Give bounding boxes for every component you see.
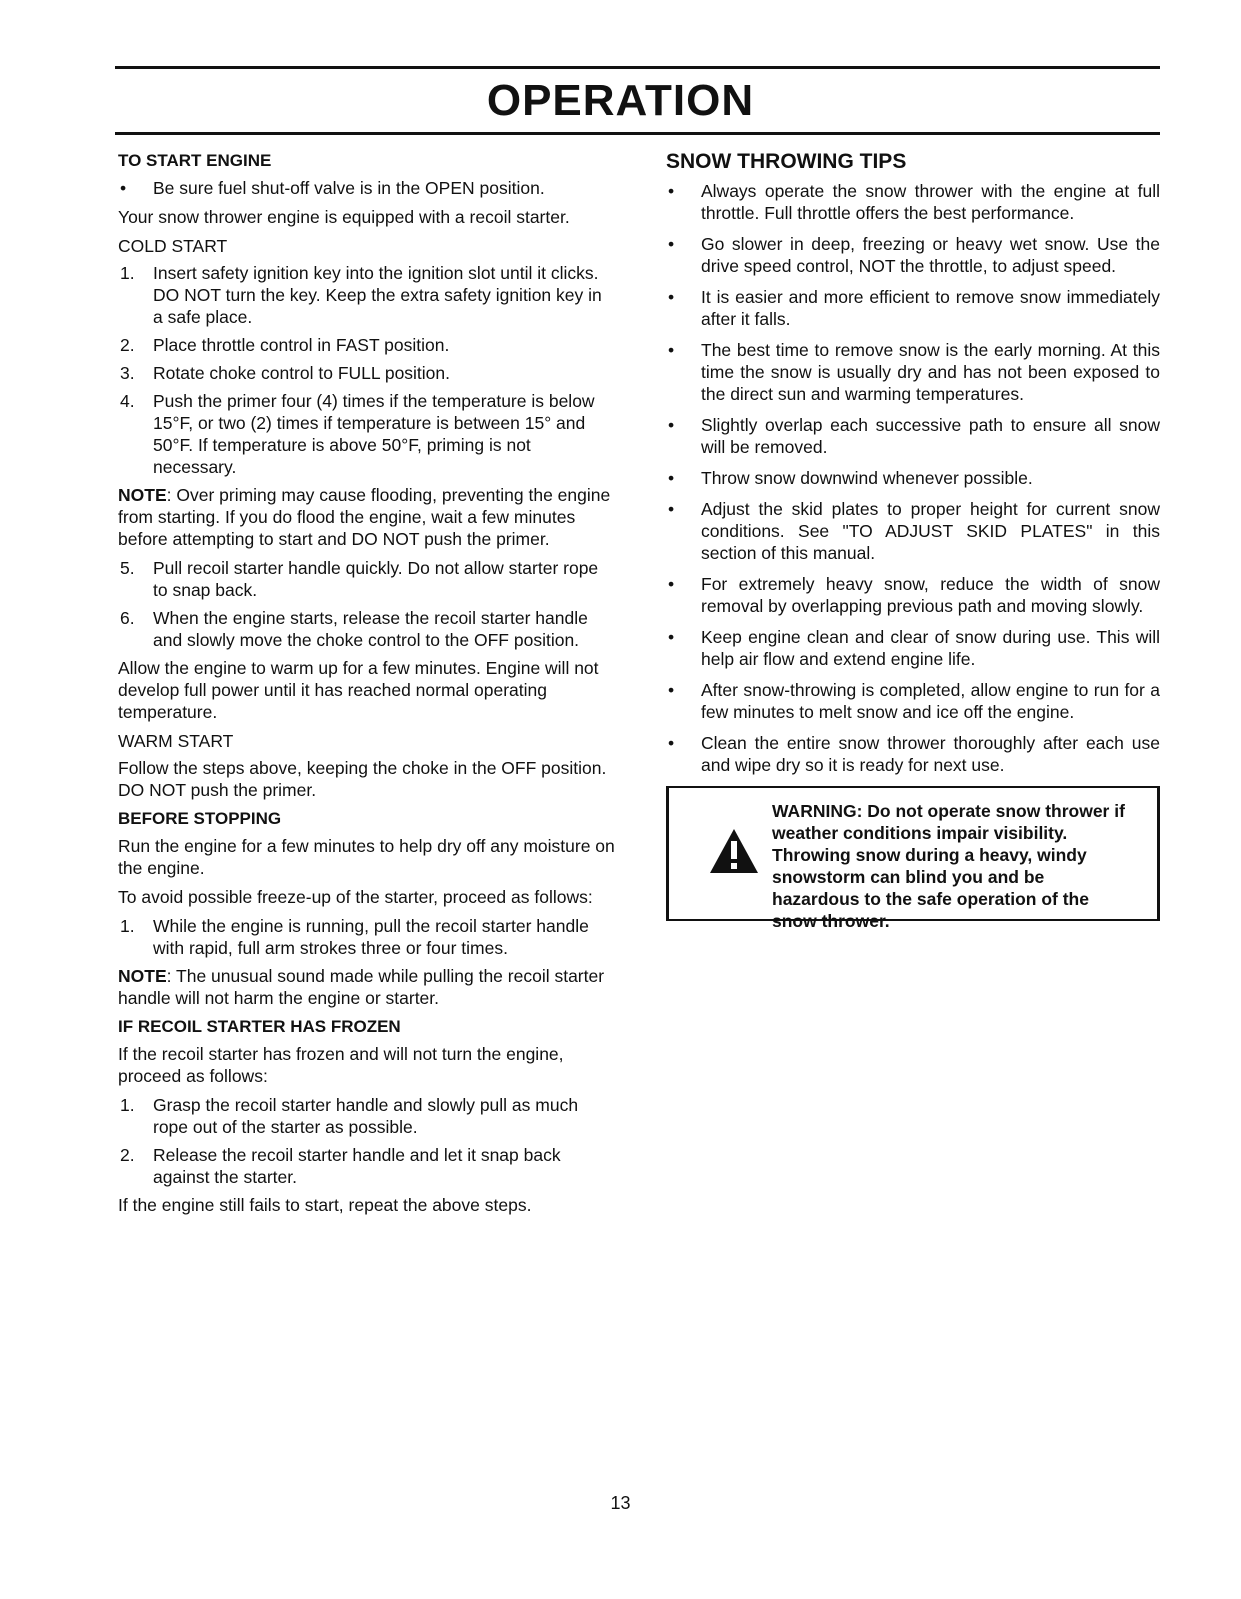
frozen-outro: If the engine still fails to start, repeat the above steps. (118, 1195, 532, 1215)
bullet-icon: • (668, 340, 675, 360)
list-item: 2. Place throttle control in FAST position. (120, 335, 450, 355)
before-stopping-heading: BEFORE STOPPING (118, 809, 282, 828)
left-column (118, 150, 616, 1223)
list-item: • After snow-throwing is completed, allow engine to run for a few minutes to melt snow and ice off the engine. (668, 680, 1160, 722)
start-engine-heading: TO START ENGINE (118, 151, 272, 170)
tips-list (666, 180, 1160, 776)
list-item: 1. While the engine is running, pull the recoil starter handle with rapid, full arm strokes three or four times. (120, 916, 589, 958)
list-item: • Throw snow downwind whenever possible. (668, 468, 1033, 488)
list-item: • Always operate the snow thrower with the engine at full throttle. Full throttle offers the best performance. (668, 181, 1160, 223)
cold-start-steps-continued (118, 557, 616, 651)
bullet-icon: • (668, 415, 675, 435)
cold-start-label: COLD START (118, 236, 228, 256)
frozen-intro: If the recoil starter has frozen and will not turn the engine, proceed as follows: (118, 1044, 564, 1086)
warning-triangle-icon (709, 828, 759, 874)
warm-start-label: WARM START (118, 731, 234, 751)
list-item: 1. Grasp the recoil starter handle and slowly pull as much rope out of the starter as possible. (120, 1095, 579, 1137)
bullet-icon: • (668, 680, 675, 700)
bullet-icon: • (668, 181, 675, 201)
cold-start-steps (118, 262, 616, 478)
page-number: 13 (610, 1493, 631, 1513)
bullet-icon: • (120, 178, 127, 198)
list-item: • Clean the entire snow thrower thoroughly after each use and wipe dry so it is ready for next use. (668, 733, 1160, 775)
start-intro: Your snow thrower engine is equipped with a recoil starter. (118, 207, 570, 227)
list-item: 1. Insert safety ignition key into the ignition slot until it clicks. DO NOT turn the key. Keep the extra safety ignition key in a safe place. (120, 263, 602, 327)
list-item: 5. Pull recoil starter handle quickly. Do not allow starter rope to snap back. (120, 558, 599, 600)
bullet-icon: • (668, 627, 675, 647)
before-stopping-paragraph-1: Run the engine for a few minutes to help dry off any moisture on the engine. (118, 836, 615, 878)
list-item: 4. Push the primer four (4) times if the temperature is below 15°F, or two (2) times if temperature is between 15° and 50°F. If temperature is above 50°F, priming is not necessary. (120, 391, 595, 477)
note-unusual-sound: NOTE: The unusual sound made while pulling the recoil starter handle will not harm the engine or starter. (118, 966, 605, 1008)
warm-start-paragraph: Follow the steps above, keeping the choke in the OFF position. DO NOT push the primer. (118, 758, 607, 800)
list-item: • It is easier and more efficient to remove snow immediately after it falls. (668, 287, 1160, 329)
list-item: • Adjust the skid plates to proper height for current snow conditions. See "TO ADJUST SKID PLATES" in this section of this manual. (668, 499, 1160, 563)
frozen-starter-heading: IF RECOIL STARTER HAS FROZEN (118, 1017, 401, 1036)
bullet-icon: • (668, 468, 675, 488)
list-item: • Slightly overlap each successive path to ensure all snow will be removed. (668, 415, 1160, 457)
list-item: • Keep engine clean and clear of snow during use. This will help air flow and extend engine life. (668, 627, 1160, 669)
list-item: 6. When the engine starts, release the recoil starter handle and slowly move the choke control to the OFF position. (120, 608, 588, 650)
list-item: • The best time to remove snow is the early morning. At this time the snow is usually dry and has not been exposed to the direct sun and warming temperatures. (668, 340, 1160, 404)
list-item: • For extremely heavy snow, reduce the width of snow removal by overlapping previous path and moving slowly. (668, 574, 1160, 616)
warning-box (666, 786, 1160, 931)
bullet-icon: • (668, 499, 675, 519)
bullet-icon: • (668, 733, 675, 753)
list-item: 2. Release the recoil starter handle and let it snap back against the starter. (120, 1145, 561, 1187)
bullet-icon: • (668, 287, 675, 307)
top-rule (115, 66, 1160, 69)
start-bullet: • Be sure fuel shut-off valve is in the OPEN position. (120, 178, 545, 198)
page-title: OPERATION (486, 76, 755, 125)
tips-heading: SNOW THROWING TIPS (666, 150, 907, 173)
right-column (666, 150, 1160, 931)
list-item: • Go slower in deep, freezing or heavy wet snow. Use the drive speed control, NOT the throttle, to adjust speed. (668, 234, 1160, 276)
note-priming: NOTE: Over priming may cause flooding, preventing the engine from starting. If you do flood the engine, wait a few minutes before attempting to start and DO NOT push the primer. (118, 485, 611, 549)
list-item: 3. Rotate choke control to FULL position. (120, 363, 451, 383)
warm-up-paragraph: Allow the engine to warm up for a few minutes. Engine will not develop full power until it has reached normal operating temperature. (118, 658, 599, 722)
bullet-icon: • (668, 574, 675, 594)
title-underline-rule (115, 132, 1160, 135)
warning-text: WARNING: Do not operate snow thrower if weather conditions impair visibility. Throwing snow during a heavy, windy snowstorm can blind you and be hazardous to the safe operation of the snow thrower. (772, 801, 1125, 931)
before-stopping-paragraph-2: To avoid possible freeze-up of the starter, proceed as follows: (118, 887, 593, 907)
bullet-icon: • (668, 234, 675, 254)
